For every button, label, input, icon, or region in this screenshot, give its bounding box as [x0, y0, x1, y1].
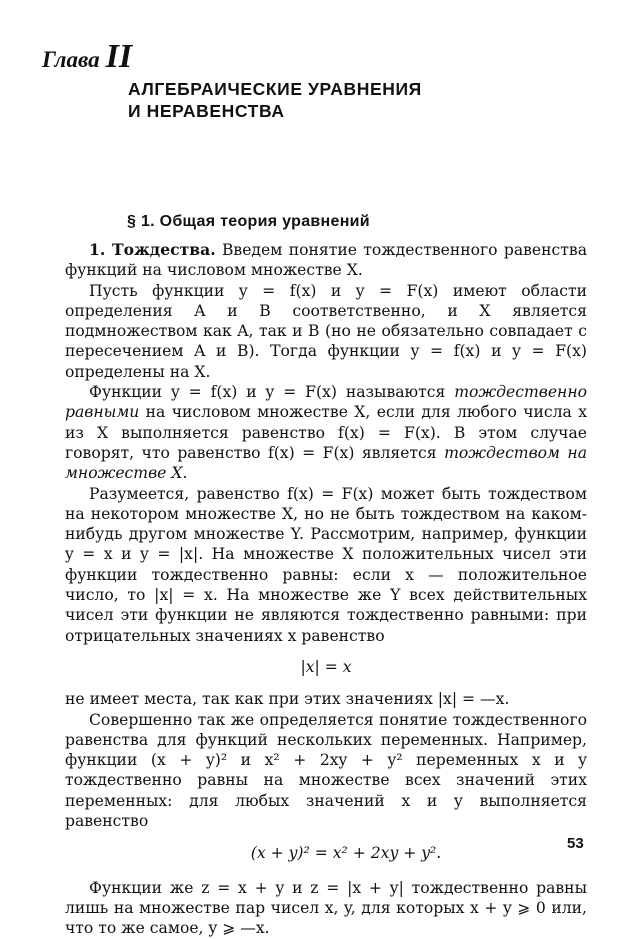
- chapter-title-line-1: АЛГЕБРАИЧЕСКИЕ УРАВНЕНИЯ: [128, 79, 422, 99]
- body-text: [65, 240, 587, 939]
- paragraph-3-c: .: [182, 464, 188, 483]
- subsection-heading: 1. Тождества.: [89, 240, 216, 259]
- chapter-number: II: [105, 38, 133, 75]
- chapter-title: [128, 78, 508, 122]
- paragraph-7: Функции же z = x + y и z = |x + y| тождественно равны лишь на множестве пар чисел x, y, для которых x + y ⩾ 0 или, что то же самое, y ⩾ —x.: [65, 878, 587, 938]
- formula-1: |x| = x: [300, 657, 352, 676]
- term-identity-on-set: тождеством на множестве X: [65, 443, 587, 483]
- chapter-label: [42, 38, 132, 76]
- paragraph-2: Пусть функции y = f(x) и y = F(x) имеют области определения A и B соответственно, и X является подмножеством как A, так и B (но не обязательно совпадает с пересечением A и B). Тогда функции y = f(x) и y = F(x) определены на X.: [65, 281, 587, 381]
- chapter-word: Глава: [42, 47, 100, 72]
- paragraph-4: Разумеется, равенство f(x) = F(x) может быть тождеством на некотором множестве X, но не быть тождеством на каком-нибудь другом множестве Y. Рассмотрим, например, функции y = x и y = |x|. На множестве X положительных чисел эти функции тождественно равны: если x — положительное число, то |x| = x. На множестве же Y всех действительных чисел эти функции не являются тождественно равными: при отрицательных значениях x равенство: [65, 484, 587, 645]
- paragraph-1: [65, 240, 587, 281]
- paragraph-6: Совершенно так же определяется понятие тождественного равенства для функций нескольких переменных. Например, функции (x + y)² и x² + 2xy + y² переменных x и y тождественно равны на множестве всех значений этих переменных: для любых значений x и y выполняется равенство: [65, 710, 587, 831]
- paragraph-3: [65, 382, 587, 483]
- chapter-title-line-2: И НЕРАВЕНСТВА: [128, 101, 285, 121]
- paragraph-5: не имеет места, так как при этих значениях |x| = —x.: [65, 690, 510, 709]
- term-identically-equal: тождественно равными: [65, 383, 587, 422]
- formula-2: (x + y)² = x² + 2xy + y².: [250, 844, 442, 863]
- section-heading: § 1. Общая теория уравнений: [127, 213, 370, 230]
- page-number: 53: [567, 835, 584, 852]
- paragraph-3-b: на числовом множестве X, если для любого числа x из X выполняется равенство f(x) = F(x). В этом случае говорят, что равенство f(x) = F(x) является: [65, 403, 587, 462]
- paragraph-3-a: Функции y = f(x) и y = F(x) называются: [89, 383, 455, 402]
- paragraph-1-text: Введем понятие тождественного равенства функций на числовом множестве X.: [65, 241, 587, 280]
